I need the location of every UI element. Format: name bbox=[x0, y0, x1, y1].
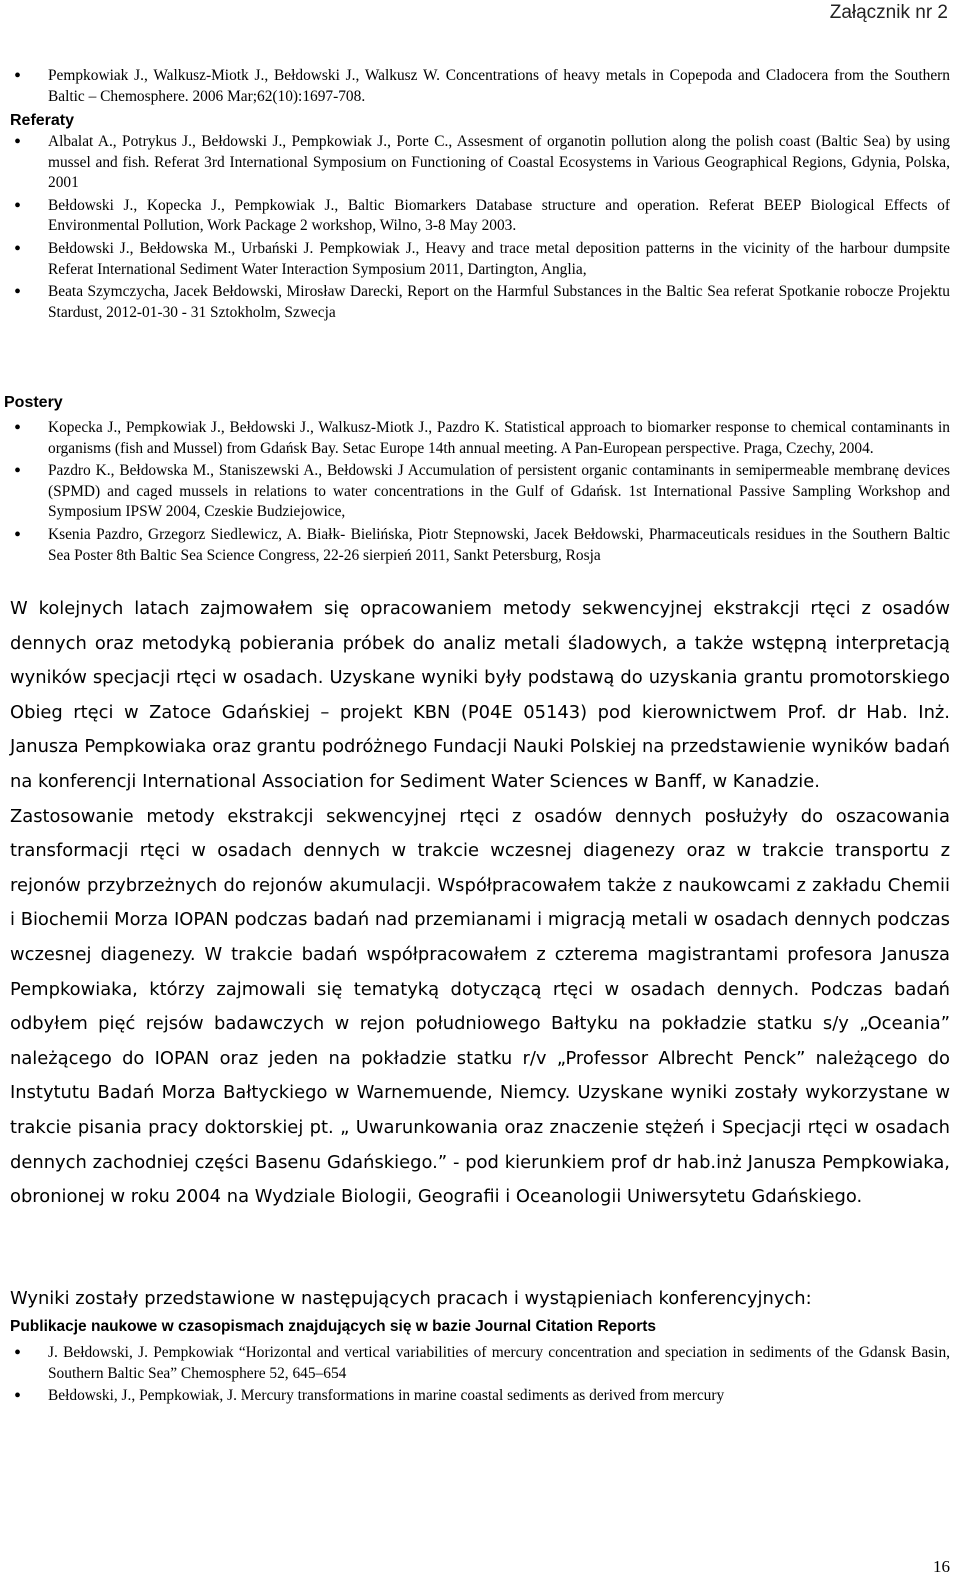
publication-item: • Bełdowski, J., Pempkowiak, J. Mercury transformations in marine coastal sediments as derived from mercury bbox=[10, 1386, 950, 1407]
lead-sentence: Wyniki zostały przedstawione w następujących pracach i wystąpieniach konferencyjnych: bbox=[10, 1288, 812, 1309]
body-paragraph: W kolejnych latach zajmowałem się opracowaniem metody sekwencyjnej ekstrakcji rtęci z osadów dennych oraz metodyką pobierania próbek do analiz metali śladowych, a także wstępną interpretacją wyników specjacji rtęci w osadach. Uzyskane wyniki były podstawą do uzyskania grantu promotorskiego Obieg rtęci w Zatoce Gdańskiej – projekt KBN (P04E 05143) pod kierownictwem Prof. dr Hab. Inż. Janusza Pempkowiaka oraz grantu podróżnego Fundacji Nauki Polskiej na przedstawienie wyników badań na konferencji International Association for Sediment Water Sciences w Banff, w Kanadzie. bbox=[10, 598, 950, 792]
postery-section bbox=[4, 392, 950, 568]
referat-item: • Albalat A., Potrykus J., Bełdowski J., Pempkowiak J., Porte C., Assesment of organotin pollution along the polish coast (Baltic Sea) by using mussel and fish. Referat 3rd International Symposium on Functioning of Coastal Ecosystems in Various Geographical Regions, Gdynia, Polska, 2001 bbox=[10, 132, 950, 194]
postery-list bbox=[10, 418, 950, 566]
referat-item: • Beata Szymczycha, Jacek Bełdowski, Mirosław Darecki, Report on the Harmful Substances in the Baltic Sea referat Spotkanie robocze Projektu Stardust, 2012-01-30 - 31 Sztokholm, Szwecja bbox=[10, 282, 950, 323]
referaty-list bbox=[10, 132, 950, 323]
publication-item: • J. Bełdowski, J. Pempkowiak “Horizontal and vertical variabilities of mercury concentration and speciation in sediments of the Gdansk Basin, Southern Baltic Sea” Chemosphere 52, 645–654 bbox=[10, 1343, 950, 1384]
page-number: 16 bbox=[933, 1557, 950, 1576]
poster-item: • Pazdro K., Bełdowska M., Staniszewski A., Bełdowski J Accumulation of persistent organic contaminants in semipermeable membranę devices (SPMD) and caged mussels in relations to water concentrations in the Gulf of Gdańsk. 1st International Passive Sampling Workshop and Symposium IPSW 2004, Czeskie Budziejowice, bbox=[10, 461, 950, 523]
results-intro bbox=[10, 1287, 950, 1409]
poster-item: • Kopecka J., Pempkowiak J., Bełdowski J., Walkusz-Miotk J., Pazdro K. Statistical approach to biomarker response to chemical contaminants in organisms (fish and Mussel) from Gdańsk Bay. Setac Europe 14th annual meeting. A Pan-European perspective. Praga, Czechy, 2004. bbox=[10, 418, 950, 459]
body-text bbox=[10, 592, 950, 1215]
referaty-section bbox=[10, 110, 950, 325]
header-attachment-title: Załącznik nr 2 bbox=[829, 2, 948, 23]
body-paragraph: Zastosowanie metody ekstrakcji sekwencyjnej rtęci z osadów dennych posłużyły do oszacowania transformacji rtęci w osadach dennych w trakcie wczesnej diagenezy oraz w trakcie transportu z rejonów przybrzeżnych do rejonów akumulacji. Współpracowałem także z naukowcami z zakładu Chemii i Biochemii Morza IOPAN podczas badań nad przemianami i migracją metali w osadach dennych podczas wczesnej diagenezy. W trakcie badań współpracowałem z czterema magistrantami profesora Janusza Pempkowiaka, którzy zajmowali się tematyką dotyczącą rtęci w osadach dennych. Podczas badań odbyłem pięć rejsów badawczych w rejon południowego Bałtyku na pokładzie statku s/y „Oceania” należącego do IOPAN oraz jeden na pokładzie statku r/v „Professor Albrecht Penck” należącego do Instytutu Badań Morza Bałtyckiego w Warnemuende, Niemcy. Uzyskane wyniki zostały wykorzystane w trakcie pisania pracy doktorskiej pt. „ Uwarunkowania oraz znaczenie stężeń i Specjacji rtęci w osadach dennych zachodniej części Basenu Gdańskiego.” - pod kierunkiem prof dr hab.inż Janusza Pempkowiaka, obronionej w roku 2004 na Wydziale Biologii, Geografii i Oceanologii Uniwersytetu Gdańskiego. bbox=[10, 805, 950, 1208]
referat-item: • Bełdowski J., Bełdowska M., Urbański J. Pempkowiak J., Heavy and trace metal deposition patterns in the vicinity of the harbour dumpsite Referat International Sediment Water Interaction Symposium 2011, Dartington, Anglia, bbox=[10, 239, 950, 280]
publications-list bbox=[10, 1343, 950, 1407]
section-label-postery: Postery bbox=[4, 394, 63, 411]
reference-list bbox=[10, 66, 950, 107]
referat-item: • Bełdowski J., Kopecka J., Pempkowiak J., Baltic Biomarkers Database structure and operation. Referat BEEP Biological Effects of Environmental Pollution, Work Package 2 workshop, Wilno, 3-8 May 2003. bbox=[10, 196, 950, 237]
reference-item: • Pempkowiak J., Walkusz-Miotk J., Bełdowski J., Walkusz W. Concentrations of heavy metals in Copepoda and Cladocera from the Southern Baltic – Chemosphere. 2006 Mar;62(10):1697-708. bbox=[10, 66, 950, 107]
top-reference-list bbox=[10, 66, 950, 109]
poster-item: • Ksenia Pazdro, Grzegorz Siedlewicz, A. Białk- Bielińska, Piotr Stepnowski, Jacek Bełdowski, Pharmaceuticals residues in the Southern Baltic Sea Poster 8th Baltic Sea Science Congress, 22-26 sierpień 2011, Sankt Petersburg, Rosja bbox=[10, 525, 950, 566]
publications-heading: Publikacje naukowe w czasopismach znajdujących się w bazie Journal Citation Reports bbox=[10, 1318, 657, 1335]
section-label-referaty: Referaty bbox=[10, 112, 75, 129]
